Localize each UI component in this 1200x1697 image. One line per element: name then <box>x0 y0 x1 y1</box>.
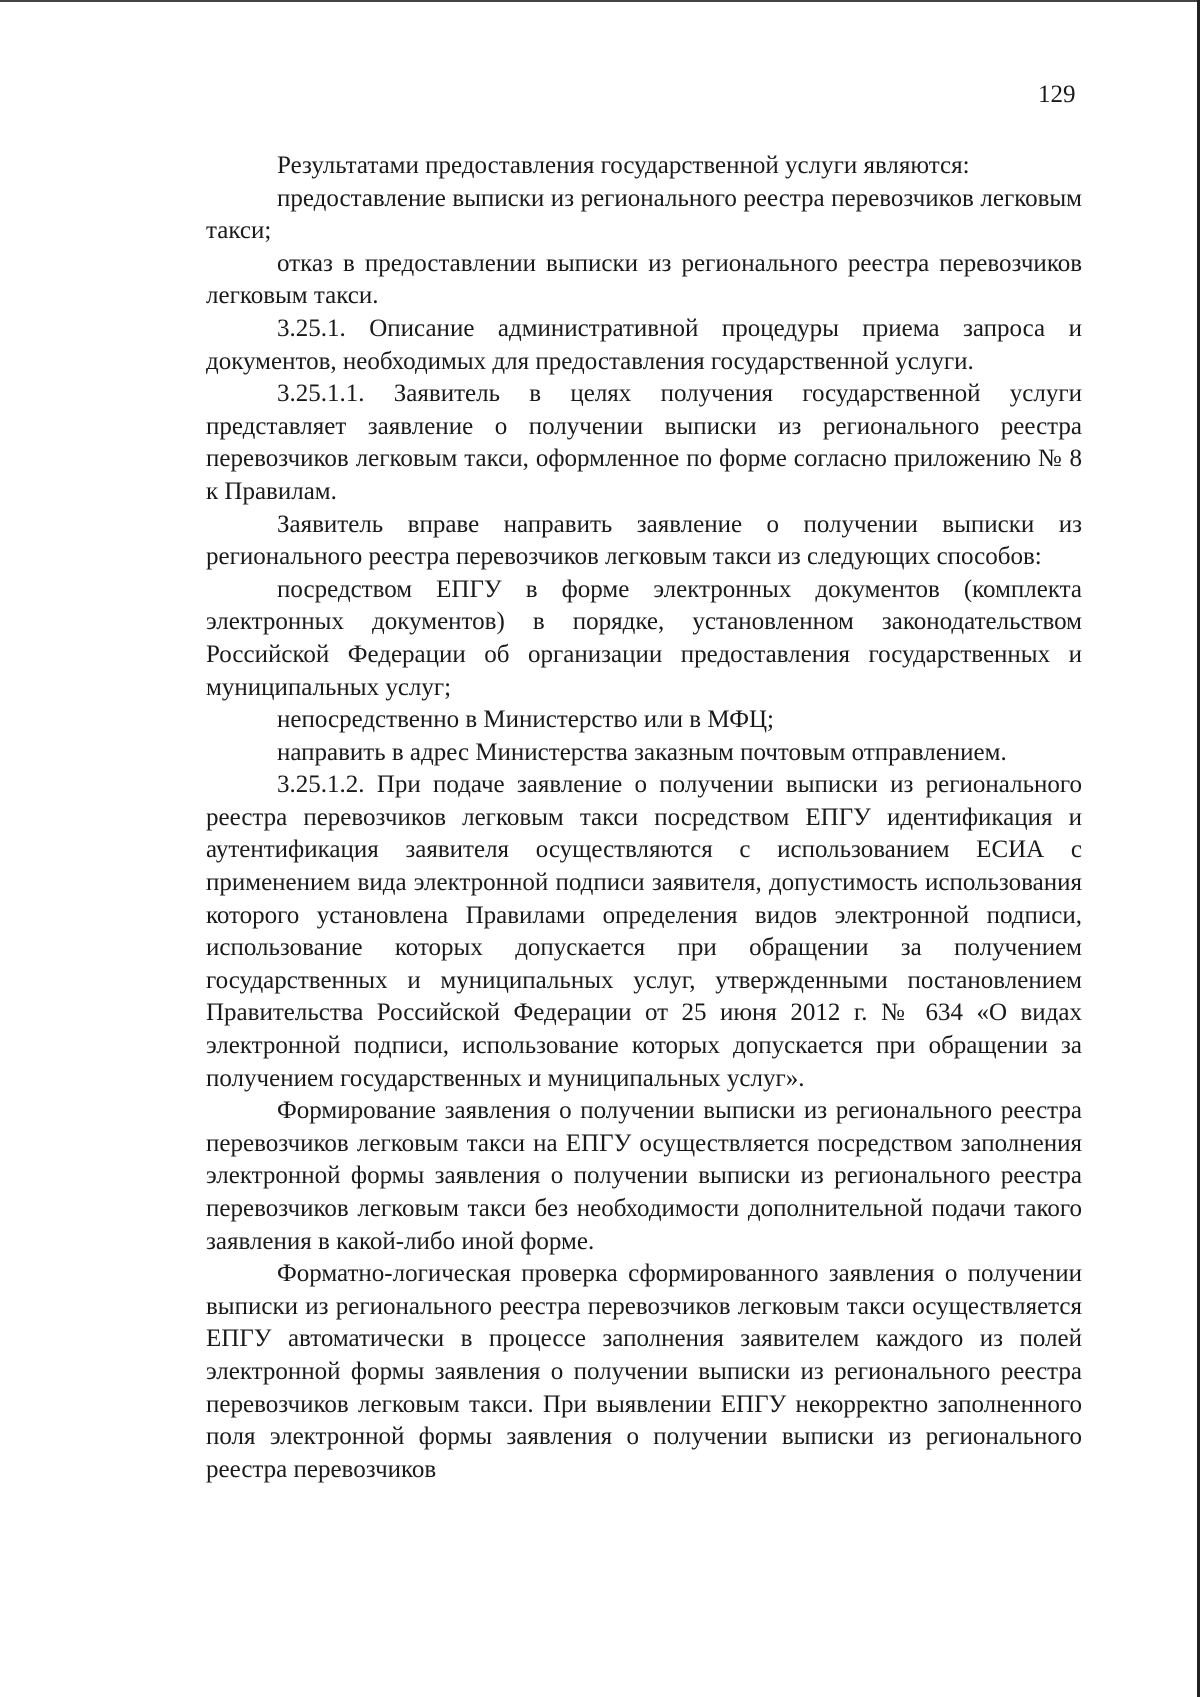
paragraph-submission-methods: Заявитель вправе направить заявление о получении выписки из регионального реестра перевозчиков легковым такси из следующих способов: <box>206 510 1082 571</box>
paragraph-method-post: направить в адрес Министерства заказным почтовым отправлением. <box>277 738 1007 766</box>
paragraph-results-intro: Результатами предоставления государственной услуги являются: <box>277 152 970 179</box>
paragraph-form-creation: Формирование заявления о получении выписки из регионального реестра перевозчиков легковым такси на ЕПГУ осуществляется посредством заполнения электронной формы заявления о получении выписки из регионального реестра перевозчиков легковым такси без необходимости дополнительной подачи такого заявления в какой-либо иной форме. <box>206 1097 1082 1255</box>
paragraph-result-refusal: отказ в предоставлении выписки из регионального реестра перевозчиков легковым такси. <box>206 249 1082 310</box>
paragraph-3-25-1: 3.25.1. Описание административной процедуры приема запроса и документов, необходимых для предоставления государственной услуги. <box>206 314 1082 375</box>
paragraph-3-25-1-1: 3.25.1.1. Заявитель в целях получения государственной услуги представляет заявление о получении выписки из регионального реестра перевозчиков легковым такси, оформленное по форме согласно приложению № 8 к Правилам. <box>206 380 1082 505</box>
scan-top-edge <box>0 0 1200 2</box>
paragraph-method-epgu: посредством ЕПГУ в форме электронных документов (комплекта электронных документов) в порядке, установленном законодательством Российской Федерации об организации предоставления государственных и муниципальных услуг; <box>206 575 1082 701</box>
paragraph-3-25-1-2: 3.25.1.2. При подаче заявление о получении выписки из регионального реестра перевозчиков легковым такси посредством ЕПГУ идентификация и аутентификация заявителя осуществляются с использованием ЕСИА с применением вида электронной подписи заявителя, допустимость использования которого установлена Правилами определения видов электронной подписи, использование которых допускается при обращении за получением государственных и муниципальных услуг, утвержденными постановлением Правительства Российской Федерации от 25 июня 2012 г. № 634 «О видах электронной подписи, использование которых допускается при обращении за получением государственных и муниципальных услуг». <box>206 771 1082 1092</box>
paragraph-method-in-person: непосредственно в Министерство или в МФЦ; <box>277 706 774 734</box>
page-number: 129 <box>1038 81 1076 108</box>
paragraph-format-check: Форматно-логическая проверка сформированного заявления о получении выписки из регионального реестра перевозчиков легковым такси осуществляется ЕПГУ автоматически в процессе заполнения заявителем каждого из полей электронной формы заявления о получении выписки из регионального реестра перевозчиков легковым такси. При выявлении ЕПГУ некорректно заполненного поля электронной формы заявления о получении выписки из регионального реестра перевозчиков <box>206 1260 1082 1483</box>
document-body <box>206 150 1082 1486</box>
paragraph-result-issue: предоставление выписки из регионального реестра перевозчиков легковым такси; <box>206 184 1082 245</box>
